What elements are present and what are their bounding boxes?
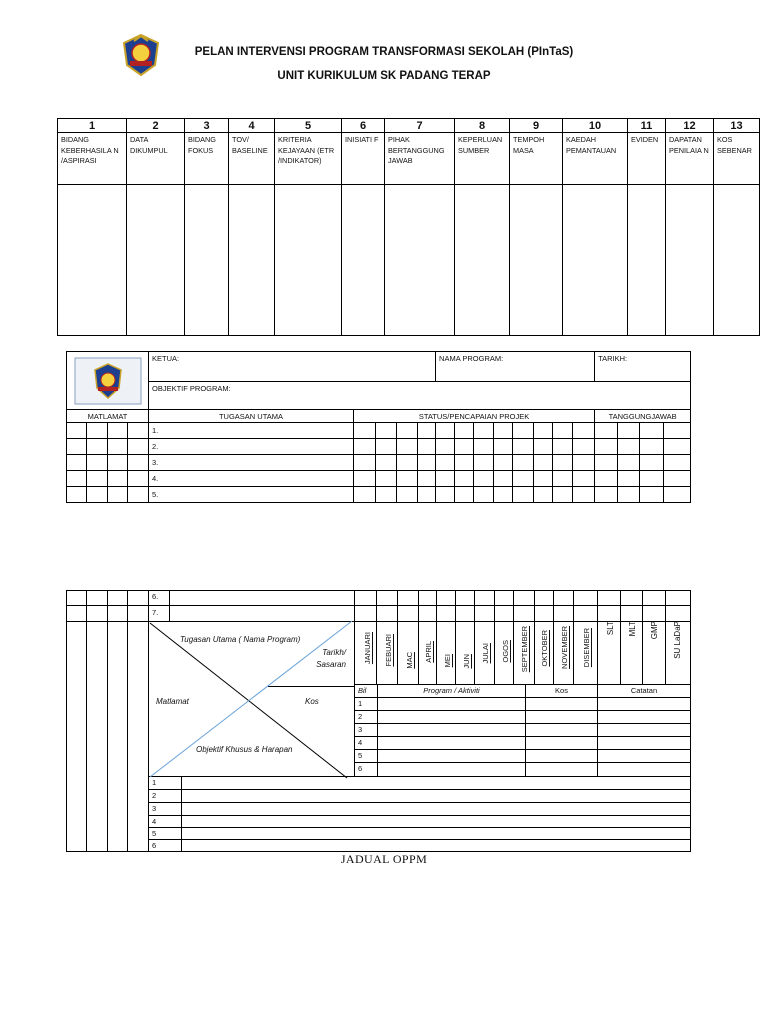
objective-row-number[interactable]: 2 <box>152 791 157 800</box>
kos-header: Kos <box>555 686 568 695</box>
column-number: 2 <box>127 119 185 133</box>
month-label: JULAI <box>481 643 490 664</box>
task-number[interactable]: 1. <box>149 423 354 439</box>
role-label: GMP <box>650 621 659 640</box>
month-label: OGOS <box>501 640 510 663</box>
diagram-matlamat-label: Matlamat <box>156 697 189 706</box>
column-header: EVIDEN <box>628 133 666 185</box>
role-label: SLT <box>606 621 615 636</box>
column-number: 10 <box>563 119 628 133</box>
program-row-number[interactable]: 4 <box>358 738 363 747</box>
oppm-task-number[interactable]: 6. <box>152 592 159 601</box>
column-header: TOV/ BASELINE <box>229 133 275 185</box>
catatan-header: Catatan <box>630 686 658 695</box>
tanggungjawab-header: TANGGUNGJAWAB <box>595 410 691 423</box>
month-label: OKTOBER <box>540 630 549 667</box>
column-number: 5 <box>275 119 342 133</box>
program-row-number[interactable]: 1 <box>358 699 363 708</box>
column-number: 11 <box>628 119 666 133</box>
column-header: DAPATAN PENILAIA N <box>666 133 714 185</box>
month-label: JANUARI <box>363 632 372 665</box>
objektif-field[interactable]: OBJEKTIF PROGRAM: <box>149 382 691 410</box>
month-label: SEPTEMBER <box>520 626 529 673</box>
diagram-objektif-label: Objektif Khusus & Harapan <box>196 745 293 754</box>
month-label: JUN <box>462 654 471 669</box>
program-row-number[interactable]: 5 <box>358 751 363 760</box>
oppm-task-number[interactable]: 7. <box>152 608 159 617</box>
program-aktiviti-header: Program / Aktiviti <box>423 686 480 695</box>
status-header: STATUS/PENCAPAIAN PROJEK <box>354 410 595 423</box>
program-row-number[interactable]: 3 <box>358 725 363 734</box>
column-header: BIDANG KEBERHASILA N /ASPIRASI <box>58 133 127 185</box>
column-number: 1 <box>58 119 127 133</box>
column-header: INISIATI F <box>342 133 385 185</box>
objective-row-number[interactable]: 5 <box>152 829 157 838</box>
column-header: KRITERIA KEJAYAAN (ETR /INDIKATOR) <box>275 133 342 185</box>
role-label: SU LaDaP <box>673 621 682 659</box>
month-label: FEBUARI <box>384 634 393 667</box>
month-label: DISEMBER <box>582 628 591 668</box>
oppm-caption: JADUAL OPPM <box>340 852 428 866</box>
column-header: DATA DIKUMPUL <box>127 133 185 185</box>
column-header: KAEDAH PEMANTAUAN <box>563 133 628 185</box>
program-row-number[interactable]: 6 <box>358 764 363 773</box>
column-number: 12 <box>666 119 714 133</box>
task-number[interactable]: 2. <box>149 439 354 455</box>
column-number: 7 <box>385 119 455 133</box>
program-row-number[interactable]: 2 <box>358 712 363 721</box>
bil-header: Bil <box>358 686 367 695</box>
column-header: BIDANG FOKUS <box>185 133 229 185</box>
task-number[interactable]: 4. <box>149 471 354 487</box>
column-header: KEPERLUAN SUMBER <box>455 133 510 185</box>
nama-program-field[interactable]: NAMA PROGRAM: <box>436 352 595 382</box>
page-subtitle: UNIT KURIKULUM SK PADANG TERAP <box>277 70 491 82</box>
month-label: MAC <box>405 652 414 669</box>
objective-row-number[interactable]: 6 <box>152 841 157 850</box>
column-number: 9 <box>510 119 563 133</box>
diagram-tarikh-label: Tarikh/ Sasaran <box>316 648 346 669</box>
column-header: PIHAK BERTANGGUNG JAWAB <box>385 133 455 185</box>
objective-row-number[interactable]: 4 <box>152 817 157 826</box>
column-number: 3 <box>185 119 229 133</box>
tarikh-field[interactable]: TARIKH: <box>595 352 691 382</box>
column-number: 4 <box>229 119 275 133</box>
task-number[interactable]: 3. <box>149 455 354 471</box>
tugasan-utama-header: TUGASAN UTAMA <box>149 410 354 423</box>
month-label: NOVEMBER <box>560 626 569 669</box>
column-number: 13 <box>714 119 760 133</box>
column-number: 8 <box>455 119 510 133</box>
task-number[interactable]: 5. <box>149 487 354 503</box>
diagram-tugasan-label: Tugasan Utama ( Nama Program) <box>180 635 301 644</box>
page-title: PELAN INTERVENSI PROGRAM TRANSFORMASI SEKOLAH (PInTaS) <box>194 46 574 58</box>
objective-row-number[interactable]: 3 <box>152 804 157 813</box>
month-label: APRIL <box>424 641 433 663</box>
matlamat-header: MATLAMAT <box>67 410 149 423</box>
ketua-field[interactable]: KETUA: <box>149 352 436 382</box>
column-header: TEMPOH MASA <box>510 133 563 185</box>
month-label: MEI <box>443 654 452 668</box>
column-header: KOS SEBENAR <box>714 133 760 185</box>
column-number: 6 <box>342 119 385 133</box>
diagram-kos-label: Kos <box>305 697 319 706</box>
objective-row-number[interactable]: 1 <box>152 778 157 787</box>
role-label: MLT <box>628 621 637 637</box>
